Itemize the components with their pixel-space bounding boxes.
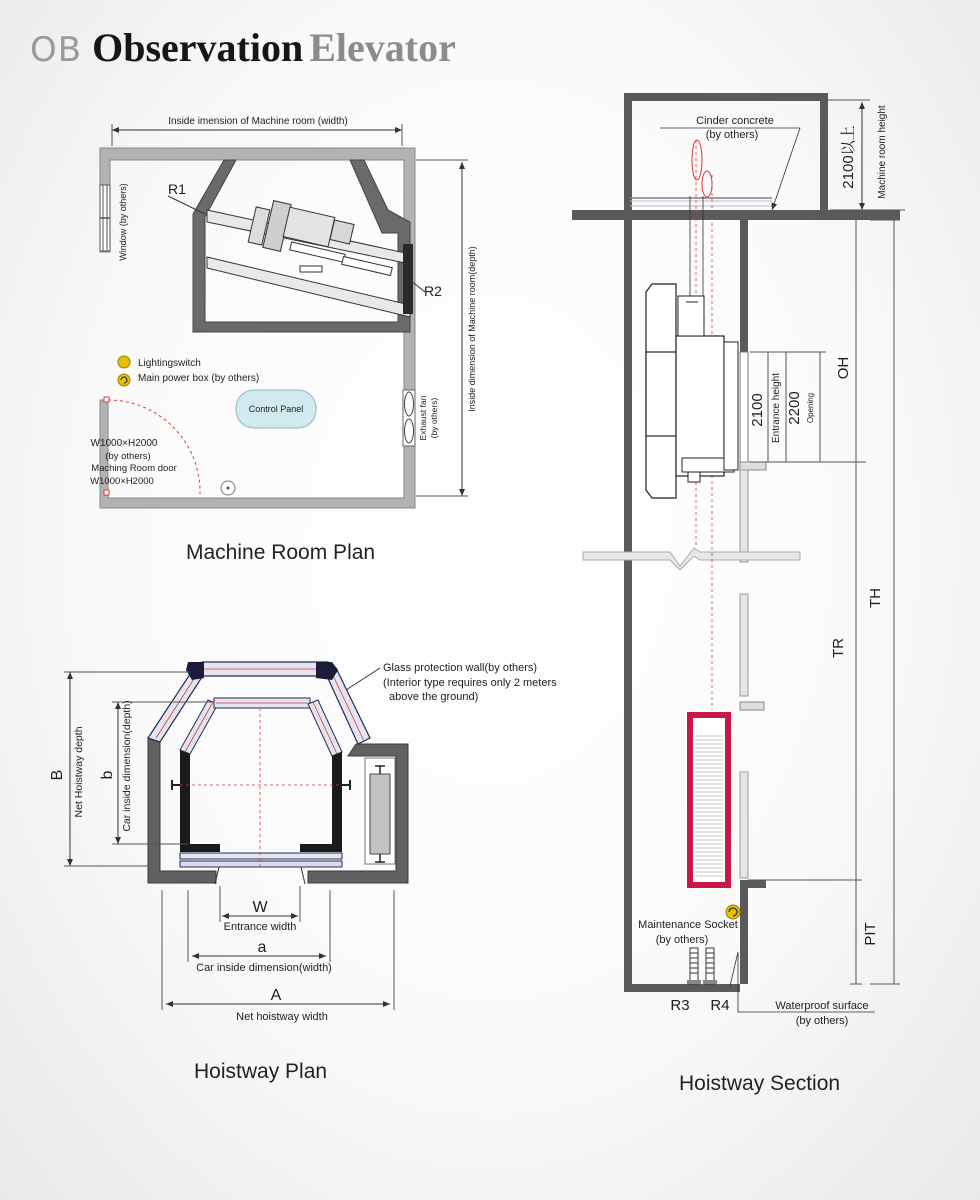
section-machine-room-walls: [624, 93, 828, 210]
mr-door-size-2: W1000×H2000: [90, 476, 154, 487]
mr-door-by: (by others): [105, 451, 151, 462]
b-letter: b: [99, 770, 116, 780]
a-label: Car inside dimension(width): [196, 962, 332, 974]
mr-height-value: 2100以上: [840, 125, 857, 189]
section-car: [646, 284, 738, 498]
mr-r1-label: R1: [168, 181, 186, 197]
cinder-label-1: Cinder concrete: [696, 115, 774, 127]
W-label: Entrance width: [223, 921, 297, 933]
A-letter: A: [270, 987, 282, 1004]
B-label: Net Hoistway depth: [73, 726, 85, 818]
exhaust-fan-symbol: [403, 390, 415, 446]
machine-room-plan-title: Machine Room Plan: [186, 541, 376, 564]
socket-label-1: Maintenance Socket: [638, 919, 738, 931]
machine-room-plan: [90, 116, 477, 508]
entrance-label: Entrance height: [771, 372, 782, 444]
r4-label: R4: [710, 997, 730, 1014]
hoistway-section-title: Hoistway Section: [679, 1072, 841, 1095]
b-label: Car inside dimension(depth): [121, 700, 133, 832]
oh-label: OH: [835, 356, 852, 380]
power-box-icon: [118, 374, 130, 386]
waterproof-label-2: (by others): [795, 1015, 849, 1027]
hoistway-section: [572, 93, 905, 1027]
maintenance-socket-icon: [726, 905, 740, 919]
mr-depth-label: Inside dimension of Machine room(depth): [467, 246, 477, 412]
window-symbol: [100, 185, 110, 251]
glass-note-line1: Glass protection wall(by others): [383, 662, 538, 674]
header-title-word1: Observation: [92, 25, 304, 70]
W-letter: W: [252, 899, 268, 916]
mr-r2-label: R2: [424, 283, 442, 299]
buffers: [687, 948, 717, 984]
opening-label: Opening: [806, 392, 815, 424]
mr-control-panel-label: Control Panel: [248, 404, 304, 414]
mr-door-size-1: W1000×H2000: [90, 438, 158, 449]
mr-exhaust-by-label: (by others): [429, 397, 439, 439]
car-outline: [180, 698, 342, 884]
pit-label: PIT: [862, 922, 879, 946]
mr-height-label: Machine room height: [877, 105, 888, 199]
A-label: Net hoistway width: [236, 1011, 328, 1023]
mr-width-label: Inside imension of Machine room (width): [168, 116, 348, 127]
th-label: TH: [867, 588, 884, 608]
glass-note-line2: (Interior type requires only 2 meters: [383, 677, 557, 689]
B-letter: B: [49, 769, 66, 781]
hoistway-plan-title: Hoistway Plan: [194, 1060, 328, 1083]
hoistway-plan: [49, 662, 557, 1023]
lighting-switch-icon: [118, 356, 130, 368]
mr-window-label: Window (by others): [118, 183, 128, 261]
waterproof-label-1: Waterproof surface: [775, 1000, 869, 1012]
entrance-value: 2100: [749, 393, 766, 427]
counterweight: [370, 774, 390, 854]
mr-power-label: Main power box (by others): [138, 373, 260, 384]
mr-lighting-label: Lightingswitch: [138, 358, 201, 369]
glass-note-line3: above the ground): [389, 691, 479, 703]
header-code: OB: [30, 30, 83, 70]
opening-value: 2200: [786, 391, 803, 425]
break-line: [583, 548, 800, 570]
machine-room-slab: [572, 210, 900, 220]
mr-door-label: Maching Room door: [91, 463, 177, 474]
traction-machine: [248, 201, 392, 276]
socket-label-2: (by others): [655, 934, 709, 946]
header-title-word2: Elevator: [309, 25, 456, 70]
cinder-label-2: (by others): [705, 129, 759, 141]
tr-label: TR: [830, 638, 847, 658]
r3-label: R3: [670, 997, 690, 1014]
a-letter: a: [257, 939, 267, 956]
mr-exhaust-label: Exhaust fan: [418, 395, 428, 441]
